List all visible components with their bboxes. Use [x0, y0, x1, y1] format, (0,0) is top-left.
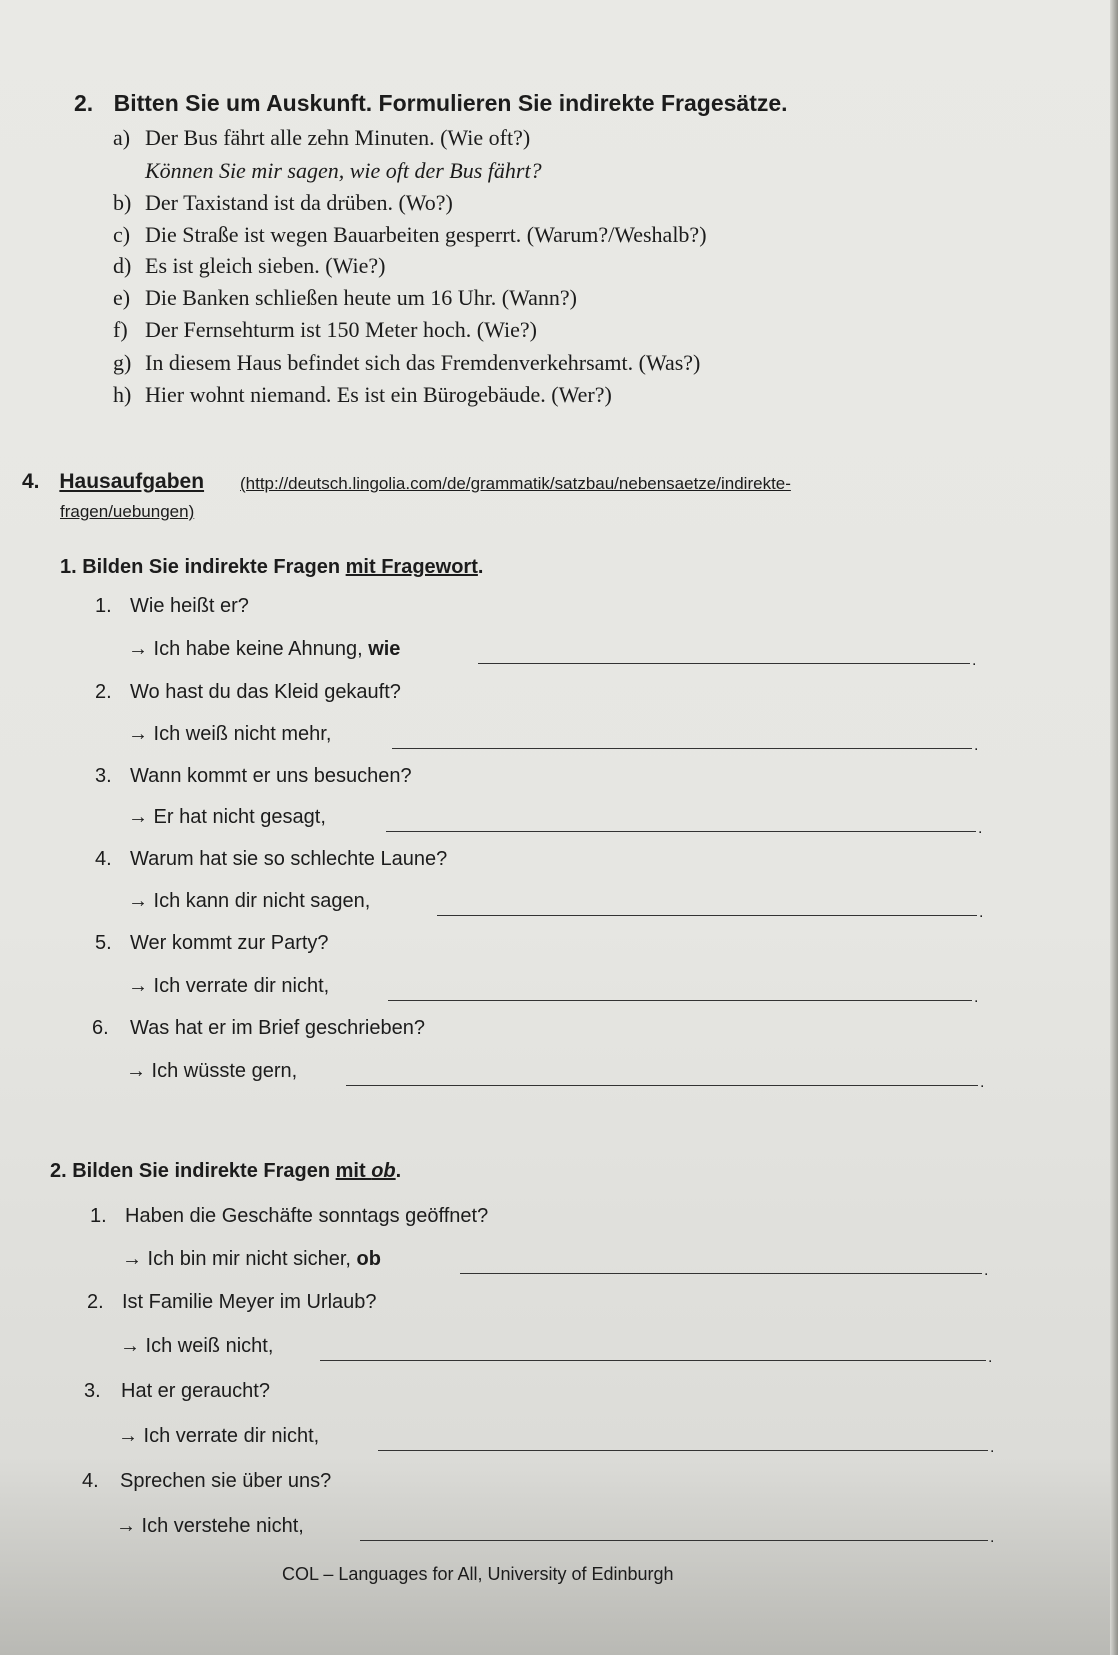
- ex2-question-2: [87, 1291, 377, 1314]
- homework-link[interactable]: (http://deutsch.lingolia.com/de/grammatik/satzbau/nebensaetze/indirekte-: [240, 474, 791, 493]
- answer-prefix: → Ich weiß nicht mehr,: [128, 723, 332, 745]
- answer-prefix: → Ich verrate dir nicht,: [118, 1425, 320, 1447]
- item-text: Der Fernsehturm ist 150 Meter hoch. (Wie?): [145, 317, 537, 342]
- item-text: Hier wohnt niemand. Es ist ein Bürogebäude. (Wer?): [145, 382, 612, 407]
- title-underlined-text: mit: [335, 1160, 372, 1182]
- item-text: Es ist gleich sieben. (Wie?): [145, 253, 386, 278]
- ex2-answer-line-2[interactable]: [320, 1360, 986, 1361]
- answer-prefix: → Er hat nicht gesagt,: [128, 806, 326, 828]
- question-number: 3.: [95, 765, 112, 787]
- answer-prefix: → Ich verstehe nicht,: [116, 1515, 304, 1537]
- line-period: .: [980, 1074, 985, 1091]
- ex1-answer-prompt-6: [126, 1060, 297, 1083]
- answer-prefix: → Ich wüsste gern,: [126, 1060, 298, 1082]
- page-edge-shadow: [1110, 0, 1118, 1655]
- item-text: In diesem Haus befindet sich das Fremdenverkehrsamt. (Was?): [145, 350, 701, 375]
- answer-prefix: → Ich habe keine Ahnung,: [128, 638, 369, 660]
- ex2-question-4: [82, 1470, 331, 1493]
- ex1-answer-prompt-3: [128, 806, 326, 829]
- question-number: 1.: [95, 595, 112, 617]
- ex1-answer-line-4[interactable]: [437, 915, 977, 916]
- answer-prefix: → Ich verrate dir nicht,: [128, 975, 330, 997]
- item-letter: d): [113, 253, 132, 278]
- question-number: 5.: [95, 932, 112, 954]
- item-letter: c): [113, 222, 131, 247]
- line-period: .: [990, 1529, 995, 1546]
- question-text: Haben die Geschäfte sonntags geöffnet?: [125, 1205, 489, 1227]
- line-period: .: [990, 1439, 995, 1456]
- ex1-question-4: [95, 848, 447, 871]
- answer-prefix: → Ich kann dir nicht sagen,: [128, 890, 371, 912]
- question-text: Warum hat sie so schlechte Laune?: [130, 848, 448, 870]
- footer-text: COL – Languages for All, University of Edinburgh: [282, 1564, 674, 1584]
- title-underlined-ob: ob: [371, 1160, 396, 1182]
- answer-prefix: → Ich weiß nicht,: [120, 1335, 274, 1357]
- ex2-answer-line-4[interactable]: [360, 1540, 988, 1541]
- answer-keyword: ob: [356, 1248, 381, 1270]
- line-period: .: [979, 904, 984, 921]
- ex1-question-2: [95, 681, 401, 704]
- ex2-question-1: [90, 1205, 488, 1228]
- item-text: Die Straße ist wegen Bauarbeiten gesperrt. (Warum?/Weshalb?): [145, 222, 707, 247]
- item-text: Die Banken schließen heute um 16 Uhr. (Wann?): [145, 285, 577, 310]
- question-number: 2.: [95, 681, 112, 703]
- ex2-answer-line-1[interactable]: [460, 1273, 982, 1274]
- section-2-title: Bitten Sie um Auskunft. Formulieren Sie indirekte Fragesätze.: [113, 90, 788, 116]
- item-letter: b): [113, 190, 132, 215]
- item-text: Der Taxistand ist da drüben. (Wo?): [145, 190, 453, 215]
- item-letter: h): [113, 382, 132, 407]
- exercise-1-title: [60, 556, 483, 579]
- question-number: 4.: [82, 1470, 99, 1492]
- question-number: 2.: [87, 1291, 104, 1313]
- section-2-item-d: [113, 253, 385, 279]
- item-letter: e): [113, 285, 131, 310]
- section-2-item-a: [113, 125, 530, 151]
- line-period: .: [978, 820, 983, 837]
- title-text: 1. Bilden Sie indirekte Fragen: [60, 556, 346, 578]
- answer-keyword: wie: [368, 638, 401, 660]
- ex1-answer-prompt-1: [128, 638, 400, 661]
- section-4-title: Hausaufgaben: [59, 470, 205, 493]
- ex1-answer-line-5[interactable]: [388, 1000, 972, 1001]
- item-letter: a): [113, 125, 131, 150]
- line-period: .: [984, 1262, 989, 1279]
- homework-link-continued[interactable]: fragen/uebungen): [60, 502, 195, 521]
- item-letter: g): [113, 350, 132, 375]
- ex2-answer-line-3[interactable]: [378, 1450, 988, 1451]
- ex1-question-1: [95, 595, 249, 618]
- ex1-question-5: [95, 932, 329, 955]
- title-underlined: [336, 1160, 396, 1182]
- question-text: Ist Familie Meyer im Urlaub?: [122, 1291, 377, 1313]
- ex1-answer-prompt-2: [128, 723, 331, 746]
- question-text: Wo hast du das Kleid gekauft?: [130, 681, 401, 703]
- section-2-number: 2.: [74, 90, 94, 116]
- ex1-question-3: [95, 765, 412, 788]
- ex1-answer-line-1[interactable]: [478, 663, 970, 664]
- question-number: 3.: [84, 1380, 101, 1402]
- section-2-item-g: [113, 350, 700, 376]
- ex1-question-6: [92, 1017, 425, 1040]
- question-number: 4.: [95, 848, 112, 870]
- section-2-example-answer: Können Sie mir sagen, wie oft der Bus fährt?: [145, 158, 542, 183]
- answer-prefix: → Ich bin mir nicht sicher,: [122, 1248, 357, 1270]
- ex2-question-3: [84, 1380, 270, 1403]
- ex2-answer-prompt-4: [116, 1515, 304, 1538]
- title-period: .: [477, 556, 484, 578]
- question-text: Wer kommt zur Party?: [130, 932, 329, 954]
- line-period: .: [974, 989, 979, 1006]
- section-2-item-h: [113, 382, 612, 408]
- ex1-answer-line-2[interactable]: [392, 748, 972, 749]
- section-2-item-f: [113, 317, 537, 343]
- ex1-answer-prompt-4: [128, 890, 370, 913]
- exercise-2-title: [50, 1160, 401, 1183]
- line-period: .: [972, 652, 977, 669]
- section-2-item-b: [113, 190, 453, 216]
- title-underlined: mit Fragewort: [345, 556, 478, 578]
- ex1-answer-line-3[interactable]: [386, 831, 976, 832]
- question-text: Sprechen sie über uns?: [120, 1470, 332, 1492]
- line-period: .: [974, 737, 979, 754]
- section-4-number: 4.: [22, 470, 40, 493]
- line-period: .: [988, 1349, 993, 1366]
- question-text: Hat er geraucht?: [121, 1380, 270, 1402]
- section-2-item-c: [113, 222, 707, 248]
- ex1-answer-prompt-5: [128, 975, 329, 998]
- title-period: .: [395, 1160, 402, 1182]
- item-text: Der Bus fährt alle zehn Minuten. (Wie oft?): [145, 125, 531, 150]
- question-number: 6.: [92, 1017, 109, 1039]
- ex1-answer-line-6[interactable]: [346, 1085, 978, 1086]
- question-number: 1.: [90, 1205, 107, 1227]
- question-text: Was hat er im Brief geschrieben?: [130, 1017, 425, 1039]
- ex2-answer-prompt-3: [118, 1425, 319, 1448]
- question-text: Wie heißt er?: [130, 595, 249, 617]
- section-2-item-e: [113, 285, 577, 311]
- ex2-answer-prompt-1: [122, 1248, 381, 1271]
- title-text: 2. Bilden Sie indirekte Fragen: [50, 1160, 336, 1182]
- section-2-heading: [74, 90, 788, 117]
- question-text: Wann kommt er uns besuchen?: [130, 765, 412, 787]
- ex2-answer-prompt-2: [120, 1335, 273, 1358]
- item-letter: f): [113, 317, 128, 342]
- section-4-heading: [22, 470, 204, 494]
